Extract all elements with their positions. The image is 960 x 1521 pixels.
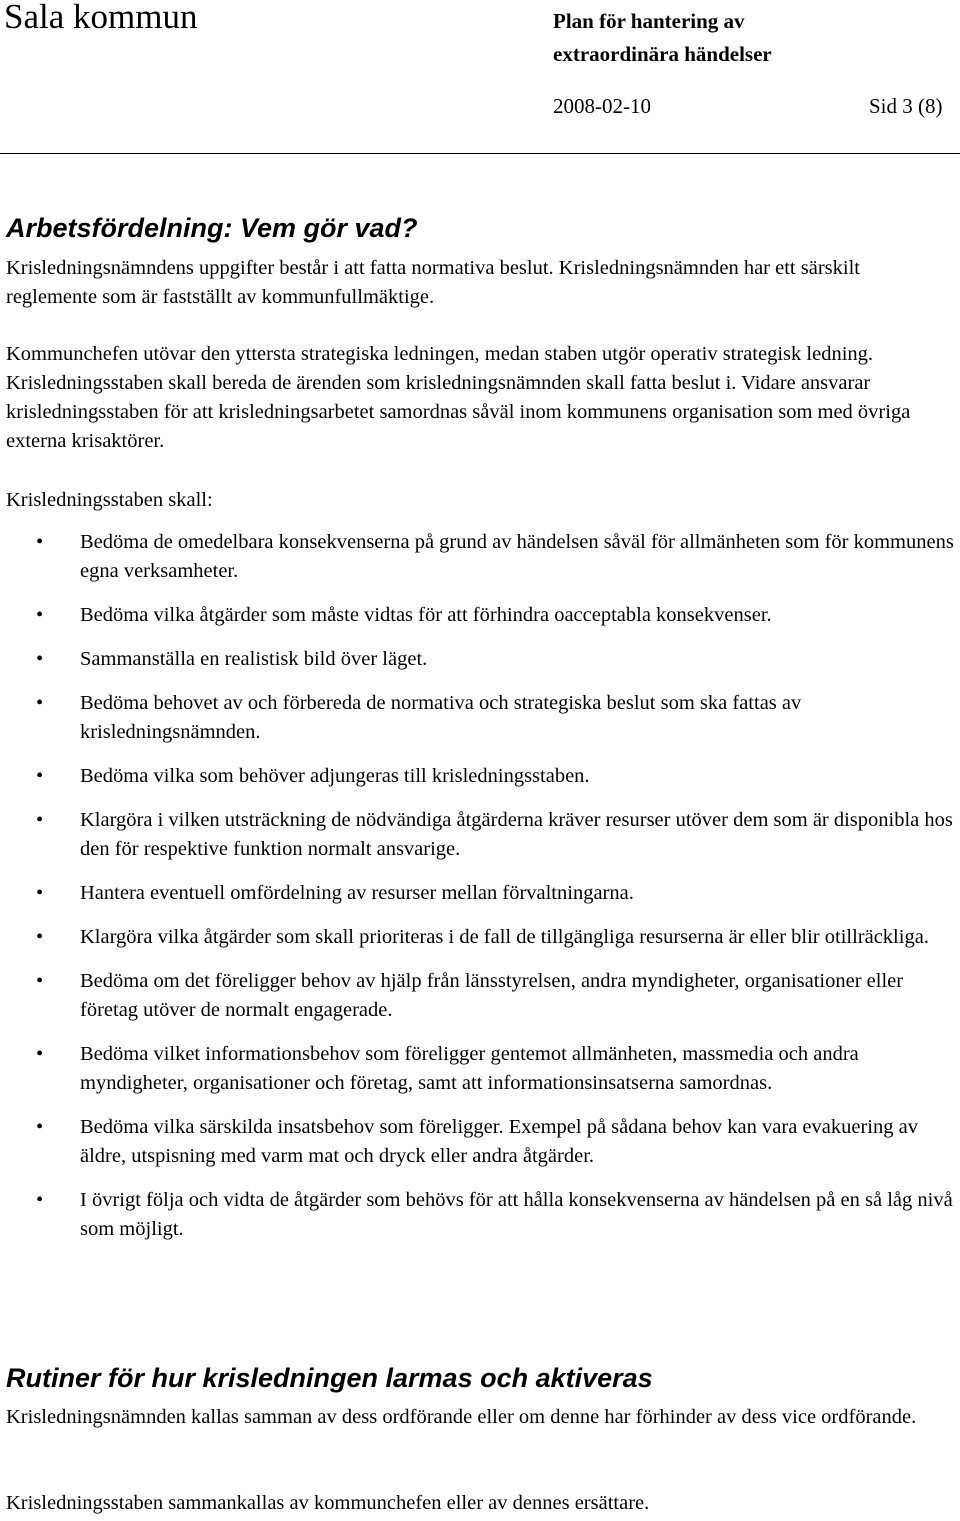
list-item bbox=[0, 645, 954, 674]
list-item bbox=[0, 1040, 954, 1098]
document-title-line-1: Plan för hantering av bbox=[553, 9, 745, 33]
list-item bbox=[0, 806, 954, 864]
document-date: 2008-02-10 bbox=[553, 94, 651, 118]
section-heading: Rutiner för hur krisledningen larmas och aktiveras bbox=[6, 1363, 653, 1393]
paragraph: Kommunchefen utövar den yttersta strategiska ledningen, medan staben utgör operativ strategisk ledning. Krisledningsstaben skall bereda de ärenden som krisledningsnämnden skall fatta beslut i. Vidare ansvarar krisledningsstaben för att krisledningsarbetet samordnas såväl inom kommunens organisation som med övriga externa krisaktörer. bbox=[6, 343, 911, 452]
list-item bbox=[0, 967, 954, 1025]
organization-name: Sala kommun bbox=[4, 0, 198, 36]
list-item-text: Hantera eventuell omfördelning av resurser mellan förvaltningarna. bbox=[80, 882, 634, 904]
list-item bbox=[0, 762, 954, 791]
list-item bbox=[0, 1186, 954, 1244]
paragraph: Krisledningsstaben skall: bbox=[6, 489, 213, 511]
list-item bbox=[0, 689, 954, 747]
bullet-icon: • bbox=[36, 970, 44, 992]
section-heading: Arbetsfördelning: Vem gör vad? bbox=[6, 213, 418, 243]
list-item-text: I övrigt följa och vidta de åtgärder som behövs för att hålla konsekvenserna av händelsen på en så låg nivå som möjligt. bbox=[80, 1189, 953, 1240]
list-item bbox=[0, 528, 954, 586]
bullet-icon: • bbox=[36, 531, 44, 553]
bullet-icon: • bbox=[36, 648, 44, 670]
list-item-text: Bedöma vilka som behöver adjungeras till krisledningsstaben. bbox=[80, 765, 590, 787]
bullet-icon: • bbox=[36, 1189, 44, 1211]
page-indicator: Sid 3 (8) bbox=[869, 94, 943, 118]
list-item bbox=[0, 601, 954, 630]
bullet-icon: • bbox=[36, 765, 44, 787]
bullet-icon: • bbox=[36, 1116, 44, 1138]
bullet-icon: • bbox=[36, 926, 44, 948]
header-divider bbox=[0, 153, 960, 154]
bullet-icon: • bbox=[36, 809, 44, 831]
list-item-text: Bedöma vilket informationsbehov som föreligger gentemot allmänheten, massmedia och andra myndigheter, organisationer och företag, samt att informationsinsatserna samordnas. bbox=[80, 1043, 859, 1094]
list-item-text: Bedöma vilka särskilda insatsbehov som föreligger. Exempel på sådana behov kan vara evakuering av äldre, utspisning med varm mat och dryck eller andra åtgärder. bbox=[80, 1116, 918, 1167]
bullet-icon: • bbox=[36, 692, 44, 714]
list-item bbox=[0, 879, 954, 908]
bullet-icon: • bbox=[36, 604, 44, 626]
list-item-text: Bedöma behovet av och förbereda de normativa och strategiska beslut som ska fattas av krisledningsnämnden. bbox=[80, 692, 802, 743]
paragraph: Krisledningsstaben sammankallas av kommunchefen eller av dennes ersättare. bbox=[6, 1492, 650, 1514]
list-item-text: Klargöra i vilken utsträckning de nödvändiga åtgärderna kräver resurser utöver dem som är disponibla hos den för respektive funktion normalt ansvarige. bbox=[80, 809, 953, 860]
bullet-icon: • bbox=[36, 882, 44, 904]
list-item-text: Klargöra vilka åtgärder som skall prioriteras i de fall de tillgängliga resurserna är eller blir otillräckliga. bbox=[80, 926, 929, 948]
task-list bbox=[0, 528, 960, 1259]
paragraph: Krisledningsnämndens uppgifter består i att fatta normativa beslut. Krisledningsnämnden har ett särskilt reglemente som är fastställt av kommunfullmäktige. bbox=[6, 257, 860, 308]
list-item bbox=[0, 923, 954, 952]
document-title bbox=[553, 5, 772, 71]
list-item-text: Sammanställa en realistisk bild över läget. bbox=[80, 648, 428, 670]
bullet-icon: • bbox=[36, 1043, 44, 1065]
list-item-text: Bedöma vilka åtgärder som måste vidtas för att förhindra oacceptabla konsekvenser. bbox=[80, 604, 772, 626]
list-item-text: Bedöma om det föreligger behov av hjälp från länsstyrelsen, andra myndigheter, organisationer eller företag utöver de normalt engagerade. bbox=[80, 970, 904, 1021]
paragraph: Krisledningsnämnden kallas samman av dess ordförande eller om denne har förhinder av dess vice ordförande. bbox=[6, 1406, 917, 1428]
list-item-text: Bedöma de omedelbara konsekvenserna på grund av händelsen såväl för allmänheten som för kommunens egna verksamheter. bbox=[80, 531, 954, 582]
document-title-line-2: extraordinära händelser bbox=[553, 42, 772, 66]
list-item bbox=[0, 1113, 954, 1171]
